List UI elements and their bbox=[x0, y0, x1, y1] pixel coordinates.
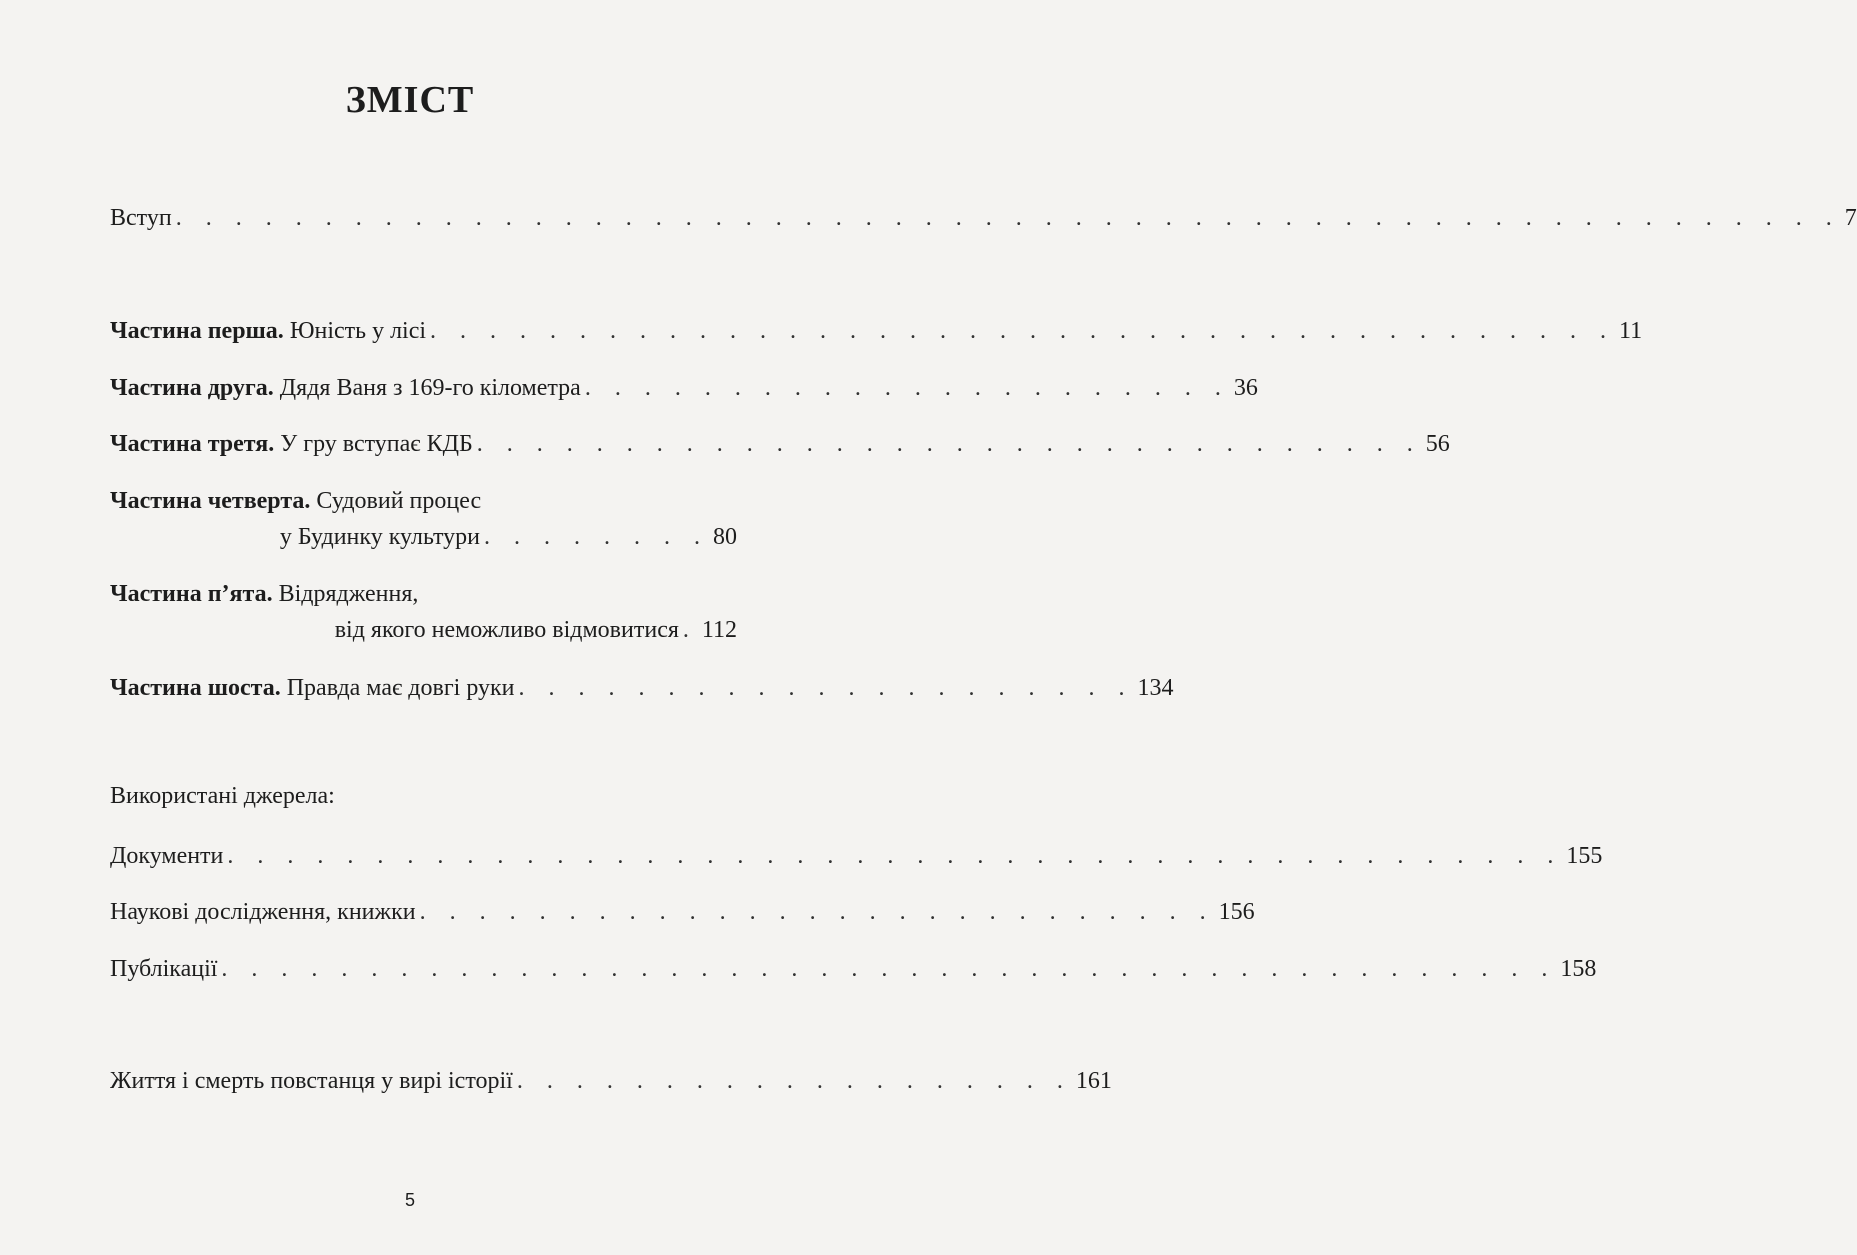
entry-label: Життя і смерть повстанця у вирі історії bbox=[110, 1068, 513, 1094]
entry-page-number: 112 bbox=[701, 617, 737, 643]
entry-label: Публікації bbox=[110, 956, 218, 982]
part-label: Частина перша. bbox=[110, 318, 284, 344]
part-label: Частина друга. bbox=[110, 375, 274, 401]
leader-dots: . . . . . . . . bbox=[484, 524, 709, 550]
entry-page-number: 56 bbox=[1425, 431, 1450, 457]
leader-dots: . . . . . . . . . . . . . . . . . . . . . . . . . . . bbox=[419, 899, 1215, 925]
entry-label: Документи bbox=[110, 843, 224, 869]
toc-entry-part-3[interactable] bbox=[110, 426, 1450, 462]
toc-entry-part-4[interactable] bbox=[110, 483, 737, 555]
entry-label: Наукові дослідження, книжки bbox=[110, 899, 416, 925]
entry-page-number: 161 bbox=[1075, 1068, 1112, 1094]
part-label: Частина шоста. bbox=[110, 675, 281, 701]
part-title-line-1: Судовий процес bbox=[316, 488, 482, 514]
entry-page-number: 80 bbox=[713, 524, 737, 550]
leader-dots: . . . . . . . . . . . . . . . . . . . . . . . . . . . . . . . . bbox=[476, 431, 1422, 457]
part-title: Правда має довгі руки bbox=[286, 675, 515, 701]
entry-page-number: 156 bbox=[1218, 899, 1255, 925]
part-label: Частина третя. bbox=[110, 431, 275, 457]
toc-entry-intro[interactable] bbox=[110, 200, 1857, 236]
leader-dots: . . . . . . . . . . . . . . . . . . . . . bbox=[518, 675, 1134, 701]
leader-dots: . . . . . . . . . . . . . . . . . . . . . . bbox=[584, 375, 1230, 401]
toc-entry-afterword[interactable] bbox=[110, 1063, 1112, 1099]
toc-entry-sources-documents[interactable] bbox=[110, 838, 1603, 874]
part-label: Частина п’ята. bbox=[110, 581, 273, 607]
toc-entry-part-6[interactable] bbox=[110, 670, 1174, 706]
leader-dots: . bbox=[682, 617, 698, 643]
sources-heading: Використані джерела: bbox=[110, 783, 335, 809]
entry-label: Вступ bbox=[110, 205, 172, 231]
toc-entry-part-2[interactable] bbox=[110, 370, 1258, 406]
part-title-line-2: від якого неможливо відмовитися bbox=[334, 617, 679, 643]
entry-page-number: 36 bbox=[1233, 375, 1258, 401]
leader-dots: . . . . . . . . . . . . . . . . . . . bbox=[516, 1068, 1072, 1094]
part-title-line-2: у Будинку культури bbox=[279, 524, 480, 550]
part-title: Юність у лісі bbox=[289, 318, 427, 344]
page-number: 5 bbox=[404, 1190, 415, 1210]
entry-page-number: 7 bbox=[1844, 205, 1857, 231]
part-title-line-1: Відрядження, bbox=[278, 581, 419, 607]
entry-page-number: 158 bbox=[1560, 956, 1597, 982]
toc-entry-part-1[interactable] bbox=[110, 313, 1643, 349]
entry-page-number: 134 bbox=[1137, 675, 1174, 701]
leader-dots: . . . . . . . . . . . . . . . . . . . . . . . . . . . . . . . . . . . . . . . . . . . . . bbox=[227, 843, 1563, 869]
page-title: ЗМІСТ bbox=[345, 79, 475, 121]
entry-page-number: 155 bbox=[1566, 843, 1603, 869]
entry-page-number: 11 bbox=[1619, 318, 1643, 344]
leader-dots: . . . . . . . . . . . . . . . . . . . . . . . . . . . . . . . . . . . . . . . . . . . . . bbox=[221, 956, 1557, 982]
part-title: Дядя Ваня з 169-го кілометра bbox=[279, 375, 581, 401]
toc-entry-sources-publications[interactable] bbox=[110, 951, 1597, 987]
toc-entry-part-5[interactable] bbox=[110, 576, 737, 648]
part-title: У гру вступає КДБ bbox=[280, 431, 473, 457]
toc-entry-sources-research[interactable] bbox=[110, 894, 1255, 930]
leader-dots: . . . . . . . . . . . . . . . . . . . . . . . . . . . . . . . . . . . . . . . . . . . . . . . . . . . . . . . . bbox=[175, 205, 1841, 231]
part-label: Частина четверта. bbox=[110, 488, 311, 514]
leader-dots: . . . . . . . . . . . . . . . . . . . . . . . . . . . . . . . . . . . . . . . . bbox=[430, 318, 1616, 344]
